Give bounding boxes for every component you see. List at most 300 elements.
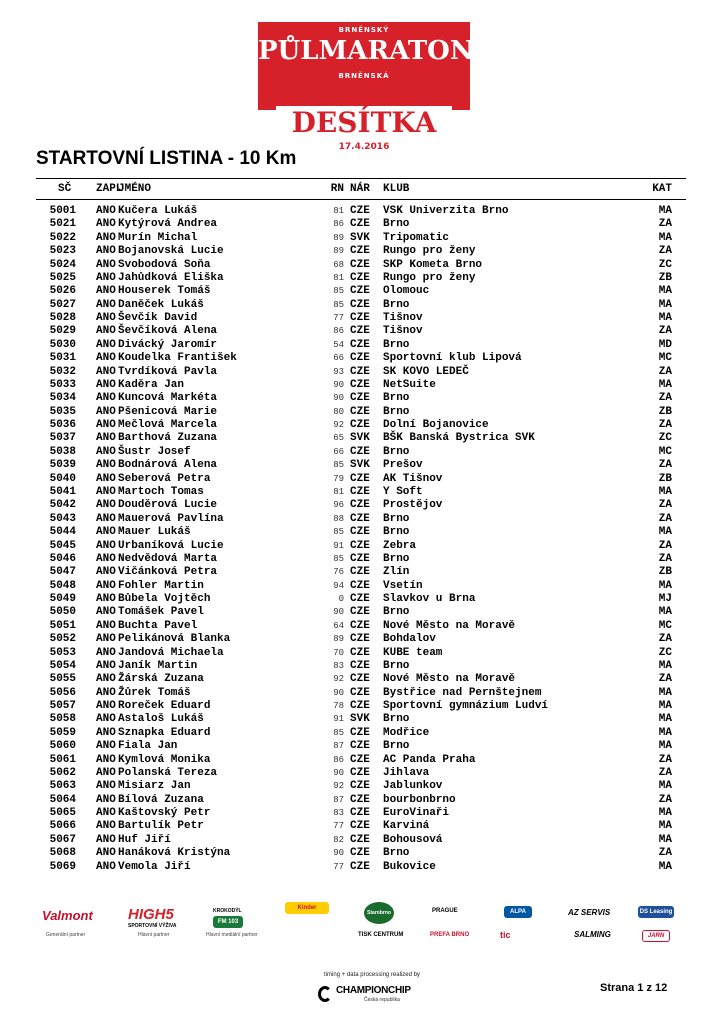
cell-nar: CZE — [350, 766, 370, 779]
cell-sc: 5027 — [49, 298, 76, 311]
sponsor-radio-caption: Hlavní mediální partner — [206, 932, 258, 938]
cell-zapl: ANO — [96, 847, 116, 860]
cell-kat: MA — [658, 285, 672, 298]
cell-klub: Bohdalov — [383, 633, 436, 646]
cell-nar: CZE — [350, 485, 370, 498]
sponsor-ds-leasing: DS Leasing — [638, 906, 674, 918]
cell-zapl: ANO — [96, 285, 116, 298]
sponsor-tisk: TISK CENTRUM — [358, 932, 404, 938]
cell-zapl: ANO — [96, 766, 116, 779]
cell-rn: 86 — [333, 754, 344, 765]
sponsor-high5-caption: Hlavní partner — [138, 932, 170, 938]
cell-rn: 80 — [333, 406, 344, 417]
header-zapl: ZAPL — [96, 183, 123, 195]
table-row — [0, 526, 724, 539]
cell-zapl: ANO — [96, 405, 116, 418]
cell-nar: CZE — [350, 352, 370, 365]
cell-rn: 68 — [333, 259, 344, 270]
cell-name: Jandová Michaela — [118, 646, 224, 659]
cell-zapl: ANO — [96, 338, 116, 351]
cell-zapl: ANO — [96, 325, 116, 338]
cell-kat: MC — [658, 445, 672, 458]
cell-zapl: ANO — [96, 352, 116, 365]
cell-klub: VSK Univerzita Brno — [383, 205, 509, 217]
cell-rn: 81 — [333, 486, 344, 497]
cell-zapl: ANO — [96, 566, 116, 579]
cell-kat: ZA — [658, 539, 672, 552]
cell-klub: NetSuite — [383, 378, 436, 391]
cell-klub: Sportovní gymnázium Ludví — [383, 700, 549, 713]
cell-nar: CZE — [350, 526, 370, 539]
cell-klub: EuroVinaři — [383, 807, 450, 820]
cell-kat: ZA — [658, 552, 672, 565]
cell-nar: CZE — [350, 606, 370, 619]
cell-rn: 0 — [338, 594, 344, 605]
cell-sc: 5066 — [49, 820, 76, 833]
cell-sc: 5058 — [49, 713, 76, 726]
cell-zapl: ANO — [96, 472, 116, 485]
table-row — [0, 660, 724, 673]
cell-klub: Karviná — [383, 820, 430, 833]
cell-name: Koudelka František — [118, 352, 237, 365]
sponsor-radio: KROKODÝL — [213, 908, 242, 914]
cell-kat: MA — [658, 713, 672, 726]
cell-zapl: ANO — [96, 245, 116, 258]
cell-klub: Modřice — [383, 726, 430, 739]
cell-rn: 88 — [333, 513, 344, 524]
cell-rn: 64 — [333, 620, 344, 631]
cell-rn: 85 — [333, 727, 344, 738]
cell-kat: MA — [658, 378, 672, 391]
cell-name: Fiala Jan — [118, 740, 178, 753]
cell-kat: ZA — [658, 499, 672, 512]
cell-klub: Jablunkov — [383, 780, 443, 793]
table-row — [0, 406, 724, 419]
cell-rn: 91 — [333, 540, 344, 551]
cell-sc: 5056 — [49, 686, 76, 699]
cell-rn: 85 — [333, 527, 344, 538]
table-row — [0, 861, 724, 874]
cell-rn: 89 — [333, 232, 344, 243]
cell-zapl: ANO — [96, 807, 116, 820]
cell-klub: Jihlava — [383, 766, 430, 779]
cell-zapl: ANO — [96, 793, 116, 806]
cell-name: Žůrek Tomáš — [118, 686, 191, 699]
cell-sc: 5068 — [49, 847, 76, 860]
table-row — [0, 754, 724, 767]
cell-name: Tvrdíková Pavla — [118, 365, 218, 378]
cell-sc: 5067 — [49, 833, 76, 846]
cell-klub: Nové Město na Moravě — [383, 673, 516, 686]
cell-nar: CZE — [350, 325, 370, 338]
table-row — [0, 740, 724, 753]
table-header — [0, 183, 724, 196]
cell-kat: ZA — [658, 419, 672, 432]
cell-nar: CZE — [350, 445, 370, 458]
cell-kat: ZB — [658, 271, 672, 284]
cell-zapl: ANO — [96, 526, 116, 539]
cell-rn: 90 — [333, 848, 344, 859]
cell-klub: Brno — [383, 713, 410, 726]
cell-zapl: ANO — [96, 659, 116, 672]
cell-nar: CZE — [350, 392, 370, 405]
header-name: JMÉNO — [118, 183, 152, 195]
cell-name: Houserek Tomáš — [118, 285, 211, 298]
page-title: STARTOVNÍ LISTINA - 10 Km — [36, 148, 297, 169]
cell-sc: 5042 — [49, 499, 76, 512]
cell-sc: 5057 — [49, 700, 76, 713]
cell-zapl: ANO — [96, 619, 116, 632]
cell-nar: CZE — [350, 472, 370, 485]
cell-kat: ZB — [658, 566, 672, 579]
cell-name: Roreček Eduard — [118, 700, 211, 713]
cell-name: Mauer Lukáš — [118, 526, 191, 539]
cell-sc: 5063 — [49, 780, 76, 793]
cell-klub: Brno — [383, 392, 410, 405]
cell-zapl: ANO — [96, 606, 116, 619]
cell-name: Ševčíková Alena — [118, 325, 218, 338]
cell-rn: 89 — [333, 246, 344, 257]
cell-zapl: ANO — [96, 860, 116, 873]
table-row — [0, 205, 724, 218]
cell-name: Barthová Zuzana — [118, 432, 218, 445]
cell-rn: 96 — [333, 500, 344, 511]
cell-nar: CZE — [350, 860, 370, 873]
cell-kat: ZA — [658, 633, 672, 646]
cell-sc: 5051 — [49, 619, 76, 632]
cell-sc: 5047 — [49, 566, 76, 579]
cell-zapl: ANO — [96, 231, 116, 244]
cell-name: Bílová Zuzana — [118, 793, 204, 806]
cell-klub: Brno — [383, 606, 410, 619]
cell-sc: 5029 — [49, 325, 76, 338]
cell-nar: CZE — [350, 566, 370, 579]
cell-zapl: ANO — [96, 673, 116, 686]
cell-nar: CZE — [350, 780, 370, 793]
timing-credit: timing + data processing realized by — [324, 972, 420, 978]
cell-nar: CZE — [350, 245, 370, 258]
cell-name: Buchta Pavel — [118, 619, 198, 632]
cell-nar: CZE — [350, 633, 370, 646]
cell-zapl: ANO — [96, 378, 116, 391]
cell-rn: 92 — [333, 674, 344, 685]
cell-sc: 5026 — [49, 285, 76, 298]
cell-nar: SVK — [350, 432, 370, 445]
cell-nar: CZE — [350, 405, 370, 418]
cell-name: Fohler Martin — [118, 579, 204, 592]
cell-rn: 94 — [333, 580, 344, 591]
cell-name: Sznapka Eduard — [118, 726, 211, 739]
cell-rn: 83 — [333, 660, 344, 671]
cell-kat: MA — [658, 579, 672, 592]
cell-klub: Bukovice — [383, 860, 436, 873]
cell-klub: KUBE team — [383, 646, 443, 659]
cell-zapl: ANO — [96, 512, 116, 525]
cell-zapl: ANO — [96, 205, 116, 217]
cell-rn: 87 — [333, 794, 344, 805]
cell-nar: CZE — [350, 740, 370, 753]
cell-zapl: ANO — [96, 485, 116, 498]
table-row — [0, 272, 724, 285]
cell-klub: Slavkov u Brna — [383, 593, 476, 606]
cell-name: Divácký Jaromír — [118, 338, 218, 351]
cell-klub: Brno — [383, 338, 410, 351]
cell-name: Nedvědová Marta — [118, 552, 218, 565]
cell-klub: AK Tišnov — [383, 472, 443, 485]
cell-zapl: ANO — [96, 365, 116, 378]
cell-klub: Bystřice nad Pernštejnem — [383, 686, 542, 699]
sponsor-valmont: Valmont — [42, 908, 93, 923]
cell-kat: MC — [658, 619, 672, 632]
cell-kat: MA — [658, 659, 672, 672]
cell-klub: Brno — [383, 526, 410, 539]
cell-zapl: ANO — [96, 700, 116, 713]
cell-sc: 5065 — [49, 807, 76, 820]
event-logo — [258, 22, 474, 152]
cell-sc: 5038 — [49, 445, 76, 458]
cell-rn: 85 — [333, 553, 344, 564]
cell-klub: Tišnov — [383, 325, 423, 338]
table-row — [0, 767, 724, 780]
cell-nar: CZE — [350, 365, 370, 378]
cell-rn: 77 — [333, 313, 344, 324]
table-row — [0, 259, 724, 272]
cell-zapl: ANO — [96, 780, 116, 793]
cell-sc: 5035 — [49, 405, 76, 418]
cell-rn: 86 — [333, 219, 344, 230]
cell-klub: Brno — [383, 659, 410, 672]
cell-name: Seberová Petra — [118, 472, 211, 485]
cell-rn: 77 — [333, 821, 344, 832]
cell-zapl: ANO — [96, 218, 116, 231]
cell-sc: 5053 — [49, 646, 76, 659]
cell-klub: Prešov — [383, 459, 423, 472]
cell-nar: CZE — [350, 807, 370, 820]
cell-sc: 5062 — [49, 766, 76, 779]
table-row — [0, 633, 724, 646]
cell-kat: ZA — [658, 392, 672, 405]
cell-sc: 5022 — [49, 231, 76, 244]
table-row — [0, 540, 724, 553]
table-row — [0, 312, 724, 325]
cell-kat: ZB — [658, 405, 672, 418]
cell-name: Mečlová Marcela — [118, 419, 218, 432]
table-row — [0, 647, 724, 660]
table-row — [0, 566, 724, 579]
cell-kat: MA — [658, 485, 672, 498]
cell-nar: CZE — [350, 285, 370, 298]
cell-rn: 54 — [333, 339, 344, 350]
cell-nar: SVK — [350, 459, 370, 472]
cell-klub: AC Panda Praha — [383, 753, 476, 766]
cell-name: Hanáková Kristýna — [118, 847, 231, 860]
cell-zapl: ANO — [96, 271, 116, 284]
header-klub: KLUB — [383, 183, 410, 195]
championchip-logo — [318, 984, 428, 1006]
cell-klub: Brno — [383, 218, 410, 231]
cell-sc: 5024 — [49, 258, 76, 271]
header-bottom-divider — [36, 199, 686, 200]
cell-kat: ZB — [658, 472, 672, 485]
cell-sc: 5033 — [49, 378, 76, 391]
cell-nar: CZE — [350, 793, 370, 806]
cell-klub: Brno — [383, 552, 410, 565]
cell-kat: ZA — [658, 325, 672, 338]
cell-sc: 5037 — [49, 432, 76, 445]
logo-title-top: PŮLMARATON — [258, 36, 474, 66]
cell-nar: CZE — [350, 312, 370, 325]
cell-rn: 78 — [333, 701, 344, 712]
cell-sc: 5050 — [49, 606, 76, 619]
table-row — [0, 606, 724, 619]
cell-zapl: ANO — [96, 646, 116, 659]
cell-kat: MA — [658, 312, 672, 325]
cell-nar: CZE — [350, 659, 370, 672]
table-row — [0, 473, 724, 486]
table-row — [0, 339, 724, 352]
cell-kat: ZA — [658, 365, 672, 378]
table-row — [0, 780, 724, 793]
cell-sc: 5031 — [49, 352, 76, 365]
table-row — [0, 513, 724, 526]
table-row — [0, 673, 724, 686]
cell-nar: CZE — [350, 646, 370, 659]
cell-name: Misiarz Jan — [118, 780, 191, 793]
table-row — [0, 419, 724, 432]
championchip-sub: Česká republika — [364, 997, 400, 1003]
cell-zapl: ANO — [96, 312, 116, 325]
sponsor-radio-fm: FM 103 — [213, 916, 243, 928]
cell-kat: ZA — [658, 847, 672, 860]
cell-sc: 5069 — [49, 860, 76, 873]
cell-sc: 5030 — [49, 338, 76, 351]
cell-nar: CZE — [350, 579, 370, 592]
header-rn: RN — [330, 183, 344, 195]
cell-klub: Prostějov — [383, 499, 443, 512]
cell-rn: 87 — [333, 741, 344, 752]
cell-rn: 82 — [333, 834, 344, 845]
cell-rn: 90 — [333, 379, 344, 390]
cell-kat: MA — [658, 726, 672, 739]
cell-name: Tomášek Pavel — [118, 606, 204, 619]
cell-name: Pelikánová Blanka — [118, 633, 231, 646]
cell-sc: 5034 — [49, 392, 76, 405]
cell-kat: ZA — [658, 218, 672, 231]
cell-kat: ZC — [658, 432, 672, 445]
cell-sc: 5041 — [49, 485, 76, 498]
cell-klub: Tripomatic — [383, 231, 450, 244]
cell-zapl: ANO — [96, 593, 116, 606]
cell-rn: 81 — [333, 206, 344, 216]
cell-rn: 66 — [333, 446, 344, 457]
cell-nar: CZE — [350, 419, 370, 432]
cell-name: Kuncová Markéta — [118, 392, 218, 405]
cell-kat: MA — [658, 606, 672, 619]
cell-name: Ševčík David — [118, 312, 198, 325]
cell-klub: SK KOVO LEDEČ — [383, 365, 469, 378]
cell-kat: MA — [658, 780, 672, 793]
cell-nar: CZE — [350, 847, 370, 860]
logo-kicker-mid: BRNĚNSKÁ — [338, 72, 390, 80]
table-row — [0, 285, 724, 298]
logo-kicker-top: BRNĚNSKÝ — [338, 26, 390, 34]
cell-zapl: ANO — [96, 579, 116, 592]
cell-kat: ZA — [658, 512, 672, 525]
cell-sc: 5040 — [49, 472, 76, 485]
table-row — [0, 366, 724, 379]
table-row — [0, 820, 724, 833]
sponsor-strip — [0, 896, 724, 952]
cell-sc: 5060 — [49, 740, 76, 753]
sponsor-kinder: Kinder — [285, 902, 329, 914]
cell-kat: ZA — [658, 245, 672, 258]
logo-title-bottom: DESÍTKA — [276, 106, 452, 139]
cell-name: Polanská Tereza — [118, 766, 218, 779]
cell-kat: MA — [658, 820, 672, 833]
table-row — [0, 620, 724, 633]
cell-zapl: ANO — [96, 633, 116, 646]
cell-name: Janík Martin — [118, 659, 198, 672]
cell-name: Vemola Jiří — [118, 860, 191, 873]
cell-rn: 93 — [333, 366, 344, 377]
cell-name: Douděrová Lucie — [118, 499, 218, 512]
cell-rn: 81 — [333, 272, 344, 283]
cell-nar: CZE — [350, 820, 370, 833]
table-row — [0, 580, 724, 593]
cell-rn: 91 — [333, 714, 344, 725]
cell-nar: SVK — [350, 231, 370, 244]
cell-klub: Vsetín — [383, 579, 423, 592]
cell-klub: Brno — [383, 445, 410, 458]
cell-zapl: ANO — [96, 820, 116, 833]
cell-kat: MC — [658, 352, 672, 365]
table-row — [0, 700, 724, 713]
table-row — [0, 713, 724, 726]
cell-sc: 5001 — [49, 205, 76, 217]
cell-zapl: ANO — [96, 298, 116, 311]
cell-rn: 66 — [333, 353, 344, 364]
cell-sc: 5028 — [49, 312, 76, 325]
cell-name: Bůbela Vojtěch — [118, 593, 211, 606]
cell-sc: 5061 — [49, 753, 76, 766]
cell-zapl: ANO — [96, 552, 116, 565]
cell-zapl: ANO — [96, 392, 116, 405]
cell-name: Murín Michal — [118, 231, 198, 244]
cell-kat: ZA — [658, 766, 672, 779]
cell-nar: CZE — [350, 499, 370, 512]
cell-klub: Brno — [383, 298, 410, 311]
cell-name: Daněček Lukáš — [118, 298, 204, 311]
cell-sc: 5039 — [49, 459, 76, 472]
cell-name: Martoch Tomas — [118, 485, 204, 498]
cell-zapl: ANO — [96, 419, 116, 432]
table-row — [0, 834, 724, 847]
cell-nar: CZE — [350, 205, 370, 217]
cell-klub: Brno — [383, 405, 410, 418]
cell-zapl: ANO — [96, 459, 116, 472]
table-row — [0, 553, 724, 566]
cell-sc: 5036 — [49, 419, 76, 432]
cell-klub: Y Soft — [383, 485, 423, 498]
cell-kat: MA — [658, 298, 672, 311]
cell-name: Kytýrová Andrea — [118, 218, 218, 231]
cell-rn: 89 — [333, 634, 344, 645]
cell-rn: 85 — [333, 299, 344, 310]
table-row — [0, 459, 724, 472]
cell-rn: 92 — [333, 420, 344, 431]
cell-nar: CZE — [350, 218, 370, 231]
table-row — [0, 727, 724, 740]
